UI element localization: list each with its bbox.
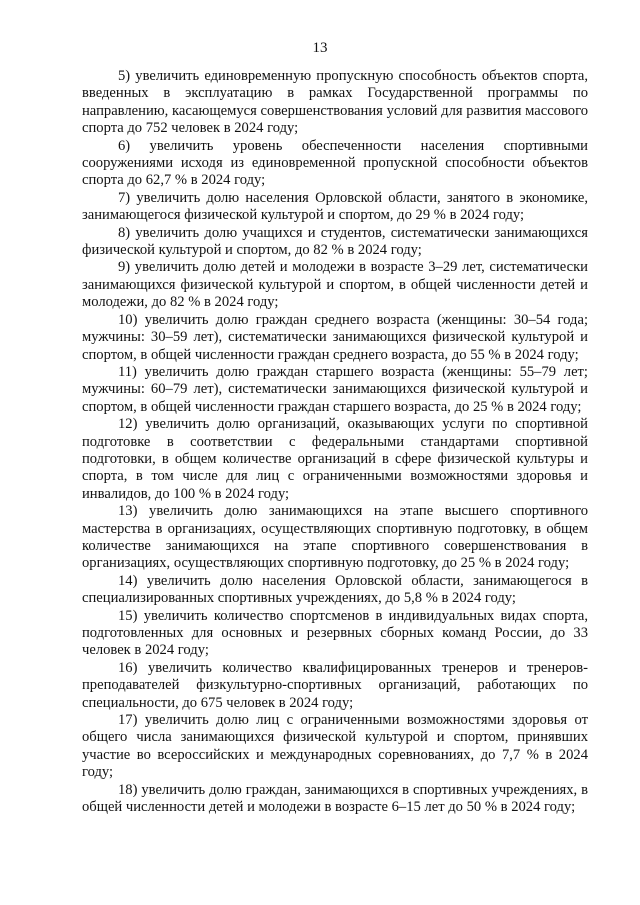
list-item-14: 14) увеличить долю населения Орловской области, занимающегося в специализированных спортивных учреждениях, до 5,8 % в 2024 году; <box>82 572 588 607</box>
document-body <box>82 68 588 816</box>
list-item-10: 10) увеличить долю граждан среднего возраста (женщины: 30–54 года; мужчины: 30–59 лет), систематически занимающихся физической культурой и спортом, в общей численности граждан среднего возраста, до 55 % в 2024 году; <box>82 311 588 363</box>
list-item-12: 12) увеличить долю организаций, оказывающих услуги по спортивной подготовке в соответствии с федеральными стандартами спортивной подготовки, в общем количестве организаций в сфере физической культуры и спорта, в том числе для лиц с ограниченными возможностями здоровья и инвалидов, до 100 % в 2024 году; <box>82 416 588 502</box>
list-item-5: 5) увеличить единовременную пропускную способность объектов спорта, введенных в эксплуатацию в рамках Государственной программы по направлению, касающемуся совершенствования условий для развития массового спорта до 752 человек в 2024 году; <box>82 68 588 137</box>
list-item-7: 7) увеличить долю населения Орловской области, занятого в экономике, занимающегося физической культурой и спортом, до 29 % в 2024 году; <box>82 189 588 224</box>
list-item-15: 15) увеличить количество спортсменов в индивидуальных видах спорта, подготовленных для основных и резервных сборных команд России, до 33 человек в 2024 году; <box>82 607 588 659</box>
list-item-8: 8) увеличить долю учащихся и студентов, систематически занимающихся физической культурой и спортом, до 82 % в 2024 году; <box>82 224 588 259</box>
list-item-13: 13) увеличить долю занимающихся на этапе высшего спортивного мастерства в организациях, осуществляющих спортивную подготовку, в общем количестве занимающихся на этапе спортивного совершенствования в организациях, осуществляющих спортивную подготовку, до 25 % в 2024 году; <box>82 503 588 572</box>
page-number: 13 <box>312 40 328 56</box>
list-item-9: 9) увеличить долю детей и молодежи в возрасте 3–29 лет, систематически занимающихся физической культурой и спортом, в общей численности детей и молодежи, до 82 % в 2024 году; <box>82 259 588 311</box>
list-item-16: 16) увеличить количество квалифицированных тренеров и тренеров-преподавателей физкультурно-спортивных организаций, работающих по специальности, до 675 человек в 2024 году; <box>82 659 588 711</box>
list-item-11: 11) увеличить долю граждан старшего возраста (женщины: 55–79 лет; мужчины: 60–79 лет), систематически занимающихся физической культурой и спортом, в общей численности граждан старшего возраста, до 25 % в 2024 году; <box>82 363 588 415</box>
list-item-17: 17) увеличить долю лиц с ограниченными возможностями здоровья от общего числа занимающихся физической культурой и спортом, принявших участие во всероссийских и международных соревнованиях, до 7,7 % в 2024 году; <box>82 712 588 781</box>
list-item-18: 18) увеличить долю граждан, занимающихся в спортивных учреждениях, в общей численности детей и молодежи в возрасте 6–15 лет до 50 % в 2024 году; <box>82 781 588 816</box>
list-item-6: 6) увеличить уровень обеспеченности населения спортивными сооружениями исходя из единовременной пропускной способности объектов спорта до 62,7 % в 2024 году; <box>82 137 588 189</box>
